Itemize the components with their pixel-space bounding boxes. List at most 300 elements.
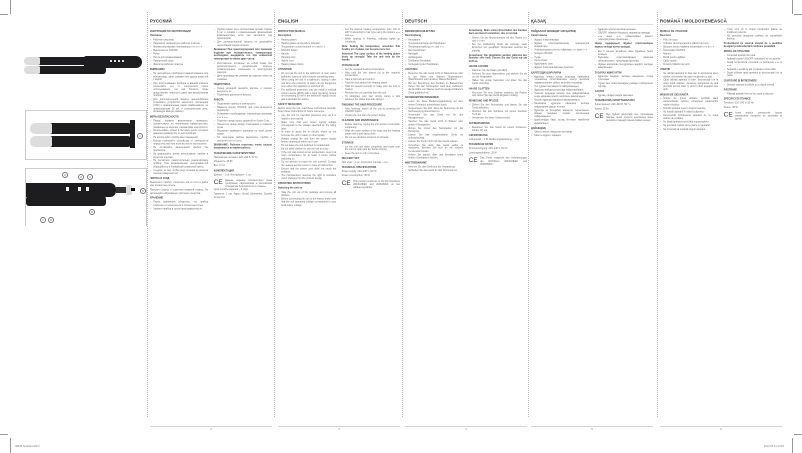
list-item: – Бұрымды пластиналардың арасына орналастырып, тұтқаларды қысыңыз. [595, 57, 653, 63]
list-item: – Перед первым включением проверьте, соответствуют ли технические характеристики, указанные на изделии, параметрам электросети. [150, 120, 208, 129]
list-item: – Twist the lock around the heating plates. [342, 82, 400, 85]
list-item: – Bei der Aufheizung blinkt die Anzeige; nach Erreichen der gewählten Temperatur leuchtet sie ständig. [469, 43, 527, 52]
list-item: – Kämmen Sie die Haare gründlich. [469, 69, 527, 72]
list-item: – Heating plates clamp [278, 63, 336, 66]
list-item: – Remove the unit carefully from the curl. [342, 92, 400, 95]
section-heading: ACHTUNG! [405, 68, 418, 71]
ce-mark-icon: CE [594, 112, 604, 120]
list-item: – Бұралмалы сым [531, 63, 589, 66]
list-item: – Indicator de temperatură a plăcilor de lucru [660, 42, 718, 45]
list-item: – Keep the unit in a dry cool place. [342, 152, 400, 155]
list-item: – Рабочие пластины [150, 39, 208, 42]
list-item: – Use the unit for intended purposes only, as it is stated in this manual. [278, 115, 336, 121]
list-item: – Ensure that the power cord does not touch hot surfaces. [278, 168, 336, 174]
list-item: – Întrerupător ON/OFF [660, 49, 718, 52]
list-item: – Lesen Sie diese Bedienungsanleitung vor dem ersten Gebrauch aufmerksam durch. [405, 101, 463, 107]
list-item: – Drehbares Netzkabel [405, 60, 463, 63]
section-heading: ПАЙДАЛАНУ ЖӨНІНДЕГІ НҰСҚАУЛЫҚ [531, 30, 576, 33]
list-item: – Bei der Benutzung des Gerätes im Badezimmer ziehen Sie den Netzstecker nach dem Gebrauch, da die Nähe von Wasser auch bei ausgeschaltetem Gerät gefährlich ist. [405, 82, 463, 94]
language-section [278, 19, 400, 437]
warning-text: Сипаттамасы [531, 34, 548, 37]
list-item: – Ștergeți carcasa și plăcile cu o cârpă umedă. [724, 84, 782, 87]
ce-conformity [724, 112, 782, 121]
list-item: – Setați temperatura necesară cu butoanele «+» și «–». [724, 61, 782, 67]
list-item: – Bewahren Sie das Gerät an einem trockenen, kühlen Ort auf. [469, 126, 527, 132]
text-columns [660, 28, 782, 418]
section-heading: REINIGUNG UND PFLEGE [468, 99, 499, 103]
list-item: – Жұмыс аяқталған соң құралды сөндіріп, желіден ажыратыңыз. [595, 63, 653, 69]
language-section [531, 19, 653, 437]
crop-mark [0, 14, 8, 15]
list-item: – Wischen Sie das Gehäuse mit einem feuchten Tuch ab. [469, 110, 527, 116]
text-column [531, 28, 589, 418]
section-heading: DELIVERY SET [341, 157, 360, 160]
list-item: – Wipe the outer surface of the body and the heating plates with a soft damp cloth. [342, 130, 400, 136]
list-item: – Тұтқа [531, 56, 589, 59]
list-item: – Always unplug the unit from the power supply before cleaning or when not in use. [278, 138, 336, 144]
list-item: – Не разрешайте детям использовать прибор в качестве игрушки. [150, 153, 208, 159]
list-item: – Schließen Sie das Gerät an das Stromnetz an. [405, 169, 463, 172]
section-heading: ТЕХНИКАЛЫҚ СИПАТТАМАЛАРЫ [594, 99, 635, 102]
text-column [724, 28, 782, 418]
text-column [405, 28, 463, 418]
page-number: 6 [720, 428, 722, 431]
warning-text: Anmerkung: Die Heizplatten werden während des Betriebs sehr heiß. Fassen Sie das Gerät nur am Griff an. [468, 54, 527, 63]
language-section [660, 19, 782, 437]
callout-number: 8 [48, 217, 54, 223]
callout-number: 5 [140, 188, 146, 194]
text-column [278, 28, 336, 418]
list-item: – ON/OFF button [278, 49, 336, 52]
list-item: – Ein-/Ausschalter [405, 49, 463, 52]
section-heading: STORAGE [341, 141, 354, 145]
section-heading: КОМПЛЕКТАЦИЯ [213, 169, 234, 173]
list-item: – Nu utilizați aparatul în baie sau în apropierea apei, căzilor, chiuvetelor sau altor recipiente cu apă. [660, 73, 718, 79]
warning-text: Внимание! При транспортировке или хранении изделия при отрицательных температурах необходимо выдержать его при комнатной температуре не менее двух часов. [213, 48, 272, 61]
list-item: – Hold for several seconds to make sure the lock is heated. [342, 85, 400, 91]
text-column [150, 28, 208, 418]
list-item: – Жұмыс пластиналары [531, 39, 589, 42]
section-title: ROMÂNĂ / MOLDOVENEASCĂ [660, 19, 782, 25]
list-item: – Do not allow children to use the unit as a toy. [278, 148, 336, 151]
list-item: – Plăci de lucru [660, 39, 718, 42]
warning-text: Anmerkung: Beim ersten Einschalten des Gerätes kann ein Geruch entstehen, das ist normal. [468, 29, 527, 35]
list-item: – Fixatorul plăcilor de lucru [660, 63, 718, 66]
list-item: – Не пытайтесь самостоятельно ремонтировать прибор. При возникновении неисправностей обращайтесь в ближайший сервисный центр. [150, 160, 208, 169]
section-heading: PĂSTRARE [723, 88, 738, 92]
section-heading: ИНСТРУКЦИЯ ПО ЭКСПЛУАТАЦИИ [150, 30, 191, 33]
section-heading: ТАЗАЛАУ ЖӘНЕ КҮТІМ [594, 71, 622, 75]
section-heading: SPECIFICAȚII TEHNICE [723, 97, 751, 101]
ce-text: Das Gerät entspricht den Anforderungen der Richtlinien 2004/108/EC und 2006/95/EC. [480, 157, 527, 166]
list-item: – Before connecting the unit to the mains, make sure that the unit operating voltage corresponds to your local mains voltage. [278, 198, 336, 207]
text-columns [405, 28, 527, 418]
list-item: – Halten Sie einige Sekunden und lösen Sie das Gerät vorsichtig. [469, 79, 527, 85]
list-item: – Прибор может быть использован детьми старше 8 лет и лицами с ограниченными физическими возможностями, если они находятся под присмотром. [214, 28, 272, 40]
list-item: – Қосулы құралды қараусыз қалдырмаңыз. [531, 99, 589, 102]
paragraph: Протрите корпус и пластины влажной тканью. Не используйте абразивные чистящие средства. [150, 188, 209, 195]
ce-conformity [342, 180, 400, 189]
paragraph: Мощность: 35 Вт [213, 160, 233, 163]
list-item: – Қоректендіру бауы ыстық беттерге тимейтінін қадағалаңыз. [531, 119, 589, 125]
list-item: – Verwenden Sie das Gerät nur für den Hausgebrauch. [405, 114, 463, 120]
list-item: – While heating is finishing, indicator lights up constantly. [342, 38, 400, 44]
list-item: – Тщательно расчешите волосы. [214, 94, 272, 97]
list-item: – Temperature control buttons «+» and «–» [278, 46, 336, 49]
list-item: – Шашты жуып, жақсылап кептіріңіз. [531, 131, 589, 134]
list-item: – Ені 5 см-ден аспайтын шаш бұрымын бөліп алыңыз. [595, 50, 653, 56]
list-item: – Подключите прибор к электросети. [214, 103, 272, 106]
section-heading: ХРАНЕНИЕ [150, 197, 164, 200]
text-column [595, 28, 653, 418]
print-slug-right: 2012.03.21 10:15 [763, 445, 784, 448]
section-title: ҚАЗАҚ [531, 19, 653, 25]
list-item: – Ziehen Sie immer den Netzstecker vor der Reinigung. [405, 127, 463, 133]
text-columns [150, 28, 272, 418]
section-heading: ЧИСТКА И УХОД [150, 177, 170, 180]
list-item: – Heating plates [278, 39, 336, 42]
text-column [660, 28, 718, 418]
list-item: – Құралды электр желісіне қосыңыз. [595, 28, 653, 31]
list-item: – Тек тұрмыстық мақсатта пайдаланыңыз. [531, 85, 589, 88]
list-item: – Heating plates temperature indicator [278, 42, 336, 45]
list-item: – Folosiți aparatul doar în scopuri casnice. [660, 107, 718, 110]
text-column [469, 28, 527, 418]
list-item: – Make sure that your power supply voltage corresponds to the voltage specified on the rating label. [278, 121, 336, 130]
section-heading: SICHERHEITSMASSNAHMEN [405, 96, 439, 100]
ce-conformity [214, 179, 272, 188]
list-item: – After finishing, switch off the unit by pressing the ON/OFF button. [342, 108, 400, 114]
list-item: – Ілетін ілмек [531, 60, 589, 63]
list-item: – Температураны реттеу түймелері «+» және «–» [531, 49, 589, 52]
section-heading: CURLING HAIR [341, 64, 360, 67]
section-heading: ПОДГОТОВКА [213, 83, 231, 86]
list-item: – Handgriff [405, 53, 463, 56]
list-item: – Құрғақ, салқын жерде сақтаңыз. [595, 94, 653, 97]
list-item: – Handle [278, 53, 336, 56]
list-item: – Tauchen Sie das Gerät nicht in Wasser oder andere Flüssigkeiten. [405, 121, 463, 127]
list-item: – Stellen Sie die Heiztemperatur mit den Tasten «+» und «–» ein. [469, 37, 527, 43]
list-item: – Петля для подвешивания [150, 56, 208, 59]
warning-text: Descriere [660, 34, 671, 37]
page-separator [657, 12, 658, 417]
list-item: – Всегда отключайте устройство от электросети перед очисткой или если вы его не используете. [150, 140, 208, 146]
list-item: – The manufacturer reserves the right to introduce minor changes into the product design. [278, 174, 336, 180]
section-heading: BEDIENUNGSANLEITUNG [405, 30, 436, 33]
list-item: – Не пользуйтесь прибором в ванной комнате или вблизи воды, ванн, раковин или других емкостей с водой. [150, 73, 208, 82]
list-item: – Балаларға құралды ойыншық ретінде пайдалануға рұқсат етпеңіз. [531, 103, 589, 109]
list-item: – Выключатель ON/OFF [150, 49, 208, 52]
list-item: – Klemmen Sie eine Strähne zwischen die Platten und ziehen Sie das Gerät langsam entlang. [469, 92, 527, 98]
section-heading: AUFBEWAHRUNG [468, 122, 490, 125]
warning-text: Beschreibung [405, 34, 422, 37]
page-separator [402, 12, 403, 417]
list-item: – Кнопки регулировки температуры «+» и «–» [150, 46, 208, 49]
ce-text: Acest produs corespunde tuturor standardelor europene de securitate și igienă. [735, 111, 782, 121]
section-heading: РАБОТА [213, 98, 224, 102]
list-item: – Nehmen Sie das Gerät aus der Verpackung. [405, 166, 463, 169]
product-figure-controls [25, 168, 147, 226]
list-item: – Mânere [660, 53, 718, 56]
list-item: – Поместите прядь между пластинами и сожмите ручки. [214, 123, 272, 129]
list-item: – Do not attempt to repair the unit yourself. Contact the nearest service center in case of malfunction. [278, 161, 336, 167]
page-number: 3 [338, 428, 340, 431]
warning-text: ВНИМАНИЕ: Рабочие пластины очень сильно нагреваются во время работы. [213, 143, 272, 150]
list-item: – Nu permiteți copiilor să se joace cu aparatul. [660, 124, 718, 127]
list-item: – По окончании работы выключите прибор и отключите его от сети. [214, 136, 272, 142]
list-item: – Tineți cont că în timpul funcționării plăcile se încălzesc puternic. [724, 28, 782, 34]
list-item: – Cablu rotativ [660, 60, 718, 63]
language-section [150, 19, 272, 437]
section-heading: ATTENTION [278, 68, 292, 71]
list-item: – Take a hair lock and comb it. [342, 78, 400, 81]
list-item: – Swivel cord [278, 60, 336, 63]
section-heading: ATENȚIE [660, 68, 671, 71]
list-item: – Ziehen Sie den Netzstecker und lassen Sie das Gerät abkühlen. [469, 104, 527, 110]
paragraph: Срок службы изделия – 3 года. [213, 188, 249, 192]
paragraph: Напряжение питания: 220–240 В, 50 Гц [213, 156, 258, 159]
ce-conformity [469, 157, 527, 166]
list-item: – Изготовитель оставляет за собой право без дополнительного уведомления вносить незначительные изменения в конструкцию изделия. [214, 62, 272, 74]
callout-number: 4 [87, 174, 93, 180]
list-item: – When using the unit in a bathroom, unplug it after use since the proximity of water can be dangerous even when the appliance is switched off. [278, 79, 336, 88]
list-item: – Поворотный шнур [150, 60, 208, 63]
print-slug-left: IM015 Scarlett.indd 2 [15, 445, 40, 448]
section-heading: SAFETY MEASURES [278, 103, 302, 106]
list-item: – Set the required heating temperature. [342, 68, 400, 71]
list-item: – Deconectați întotdeauna aparatul de la rețea înainte de curățare. [660, 114, 718, 120]
warning-text: Producătorul își rezervă dreptul de a modifica designul produsului fără notificare prealabilă. [723, 42, 782, 48]
section-heading: HAARE LOCKEN [468, 65, 489, 68]
list-item: – ON/OFF түймесін басыңыз, индикатор жанады. [595, 32, 653, 35]
list-item: – Тазалар алдында немесе оны пайдаланбаған кезде әрқашан электр желісінен ажыратыңыз. [531, 92, 589, 98]
list-item: – Before cleaning, unplug the unit and let it cool down completely. [342, 123, 400, 129]
page-number: 2 [210, 428, 212, 431]
warning-text: Назар аударыңыз! Жұмыс пластиналары жұмыс кезінде қатты қызады. [594, 42, 653, 49]
list-item: – Hanging loop [278, 56, 336, 59]
section-heading: MANUAL DE UTILIZARE [660, 30, 688, 33]
callout-number: 3 [78, 174, 84, 180]
section-heading: FINISHING THE HAIR PROCEDURE [341, 103, 382, 107]
paragraph: Қуаты: 35 Вт [594, 107, 609, 111]
list-item: – Құралды алғаш қосар алдында бұйымның техникалық сипаттамалары электр желісінің параметрлеріне сәйкес келетінін тексеріңіз. [531, 76, 589, 85]
list-item: – «+» және «–» түймелерімен қажетті температураны орнатыңыз. [595, 35, 653, 41]
list-item: – Медленно проведите щипцами по всей длине пряди. [214, 130, 272, 136]
section-heading: ТЕХНИЧЕСКИЕ ХАРАКТЕРИСТИКИ [213, 152, 255, 155]
list-item: – Lassen Sie Kinder nicht mit dem Gerät spielen. [405, 140, 463, 143]
list-item: – Apăsați butonul ON/OFF, indicatorul se va aprinde. [724, 58, 782, 61]
list-item: – Set the desired heating temperature from 140 to 220°C according to hair type using the buttons «+» and «–». [342, 28, 400, 37]
list-item: – Дата производства указана на изделии и/или на упаковке. [214, 75, 272, 81]
list-item: – Do not use the unit in the bathroom or near water, bathtubs, basins or other vessels containing water. [278, 73, 336, 79]
ce-text: Бұл бұйым қауіпсіздік пен гигиенаның барлық талап етілетін еуропалық және ресейлік стандарттарына сәйкес келеді. [606, 113, 653, 122]
section-heading: ҚАУІПСІЗДІК ШАРАЛАРЫ [531, 71, 562, 75]
list-item: – Жұмыс пластиналарының бекіткіші [531, 67, 589, 70]
list-item: – Vergewissern Sie sich, dass die Spannung mit der Netzspannung übereinstimmt. [405, 107, 463, 113]
section-heading: CURĂȚARE ȘI ÎNTREȚINERE [723, 79, 757, 83]
warning-text: Note: Setting the temperature, remember that healthy air of plates can become more hot. [341, 45, 400, 51]
list-item: – Нажмите кнопку ON/OFF, при этом включится индикатор. [214, 106, 272, 112]
paragraph: Putere: 35 W [723, 106, 738, 109]
list-item: – Wait until the unit warms up to the required temperature. [342, 72, 400, 78]
ce-text: Данное изделие соответствует всем требуемым европейским и российским стандартам безопасности и гигиены. [225, 179, 272, 188]
list-item: – Aufhängeöse [405, 56, 463, 59]
paragraph: Tensiune: 220–240 V, 50 Hz [723, 101, 754, 105]
section-heading: LIEFERUMFANG [468, 134, 488, 137]
paragraph: Leistungsaufnahme: 35 W [468, 151, 497, 154]
warning-text: Switching the unit on [278, 187, 303, 190]
callout-number: 1 [137, 133, 143, 139]
section-heading: INBETRIEBNAHME [405, 161, 427, 165]
section-heading: MODUL DE UTILIZARE [723, 50, 750, 53]
ce-mark-icon: CE [213, 178, 223, 186]
ce-text: This product conforms to the EC Directives 2004/108/EC and 2006/95/EC on low voltage regulation. [353, 180, 400, 189]
section-heading: MĂSURI DE SIGURANȚĂ [660, 93, 689, 97]
list-item: – Nehmen Sie eine Haarsträhne und wickeln Sie sie um die Heizplatten. [469, 73, 527, 79]
ce-mark-icon: CE [723, 111, 733, 119]
list-item: – Құралды жайдың сыртында пайдаланбаңыз. [531, 89, 589, 92]
product-figure-overview [22, 54, 147, 78]
paragraph: Гарантия: 1 год. Адрес: Китай, Шенчжень, Scarlett Group Ltd. [213, 192, 272, 199]
callout-number: 2 [62, 172, 68, 178]
ce-conformity [595, 113, 653, 122]
page-separator [274, 12, 275, 417]
list-item: – In order to avoid fire or electric shock do not immerse the unit in water or other liquids. [278, 131, 336, 137]
section-heading: ДАЙЫНДЫҚ [531, 127, 546, 130]
paragraph: Щипцы – 1 шт. Инструкция – 1 шт. [213, 173, 252, 177]
ce-mark-icon: CE [468, 156, 478, 164]
page-separator [147, 12, 148, 417]
language-section [405, 19, 527, 437]
section-heading: INSTRUCTION MANUAL [278, 30, 306, 33]
list-item: – Не используйте прибор вне помещений. [150, 136, 208, 139]
paragraph: Lockenstab – 1 St. Bedienungsanleitung – 1 St. [468, 138, 520, 141]
list-item: – Nu lăsați aparatul pornit fără supraveghere. [660, 121, 718, 124]
list-item: – Let the unit cool down completely and make sure the cord is clean and dry before storing. [342, 146, 400, 152]
section-heading: САҚТАУ [594, 90, 605, 93]
crop-mark [794, 14, 802, 15]
warning-text: Описание [150, 34, 162, 37]
section-title: РУССКИЙ [150, 19, 272, 25]
list-item: – Шашты мұқият тараңыз. [531, 135, 589, 138]
list-item: – Для дополнительной защиты не допускайте перегибания шнура питания. [214, 41, 272, 47]
paragraph: Before using the unit, read these instructions carefully. Keep these instructions for future reference. [278, 107, 337, 113]
list-item: – Verriegelung der Heizplatten [405, 63, 463, 66]
list-item: – Использовать только в бытовых целях согласно данному руководству по эксплуатации. [150, 130, 208, 136]
callout-number: 7 [40, 217, 46, 223]
page-number: 5 [591, 428, 593, 431]
warning-text: Attention! The outer surface of the heating plates heats up strongly! Take the unit only by the handle. [341, 52, 400, 62]
list-item: – Фиксатор рабочих пластин [150, 63, 208, 66]
page-number: 4 [465, 428, 467, 431]
list-item: – Temperaturregelung «+» und «–» [405, 46, 463, 49]
list-item: – Temperaturanzeige der Heizplatten [405, 42, 463, 45]
list-item: – Unplug the unit from the power supply. [342, 114, 400, 117]
crop-mark [10, 438, 11, 453]
list-item: – Achten Sie darauf, dass das Netzkabel keine heißen Oberflächen berührt. [405, 154, 463, 160]
paragraph: Выключите прибор, отключите его от сети и дайте ему полностью остыть. [150, 181, 209, 188]
text-columns [531, 28, 653, 418]
list-item: – Құралды өз бетіңізбен жөндеуге тырыспаңыз. Жақын маңдағы сервис орталығына хабарласыңыз. [531, 109, 589, 118]
list-item: – Lassen Sie das eingeschaltete Gerät nie unbeaufsichtigt. [405, 134, 463, 140]
list-item: – Nu folosiți aparatul în afara încăperilor. [660, 111, 718, 114]
list-item: – Când utilizați aparatul în baie, deconectați-l de la rețea după utilizare, deoarece apropierea de apă prezintă pericol chiar și atunci când aparatul este oprit. [660, 79, 718, 91]
list-item: – Verwenden Sie keine Scheuermittel. [469, 117, 527, 120]
crop-mark [10, 0, 11, 14]
list-item: – Nu încercați să reparați singuri aparatul. [660, 128, 718, 131]
list-item: – If the unit was stored at low temperature, keep it at room temperature for at least 2 hours before switching on. [278, 151, 336, 160]
list-item: – Құралды сөндіріп, желіден ажыратып, толық суытыңыз. [595, 76, 653, 82]
list-item: – For additional protection, you can install a residual current device (RCD) with a rated operating current not exceeding 30 mA in the bathroom supply circuit; ask a specialist for advice. [278, 89, 336, 101]
text-column [342, 28, 400, 418]
list-item: – Отделите прядь волос шириной не более 5 см. [214, 120, 272, 123]
page-separator [528, 12, 529, 417]
section-heading: ВНИМАНИЕ! [150, 68, 165, 71]
list-item: – Do not use abrasive cleaners or solvents. [342, 137, 400, 140]
list-item: – Индикатор температуры рабочих пластин [150, 42, 208, 45]
section-title: ENGLISH [278, 19, 400, 25]
section-heading: TECHNICAL SPECIFICATIONS [341, 166, 377, 169]
list-item: – Тұрқы мен пластиналарды дымқыл шүберекпен сүртіңіз. [595, 82, 653, 88]
section-heading: CLEANING AND MAINTENANCE [341, 119, 379, 122]
list-item: – Жұмыс пластиналарының температура индикаторы [531, 42, 589, 48]
list-item: – Следите за тем, чтобы шнур питания не касался горячих поверхностей. [150, 169, 208, 175]
list-item: – Versuchen Sie nicht, das Gerät selbst zu reparieren. Wenden Sie sich an die nächste Kundendienststelle. [405, 144, 463, 153]
list-item: – Ручки [150, 53, 208, 56]
paragraph: Вес: 0,3 кг [213, 164, 226, 168]
crop-mark [792, 0, 793, 14]
list-item: – Nu permiteți atingerea cablului de suprafețele fierbinți. [724, 35, 782, 41]
crop-mark [0, 434, 8, 435]
list-item: – Перед укладкой вымойте волосы и хорошо высушите их. [214, 87, 272, 93]
list-item: – Separați o șuviță de păr și plasați-o între plăci. [724, 68, 782, 71]
warning-text: Description [278, 34, 292, 37]
list-item: – Conectați aparatul la rețea. [724, 54, 782, 57]
list-item: – Не оставляйте включенный прибор без присмотра. [150, 146, 208, 152]
section-heading: OPERATING INSTRUCTIONS [278, 182, 311, 186]
list-item: – Take the unit out of the package and remove all stickers. [278, 191, 336, 197]
paragraph: Power consumption: 35 W [341, 174, 370, 178]
text-columns [278, 28, 400, 418]
list-item: – Қосқыш ON/OFF [531, 53, 589, 56]
section-heading: TECHNISCHE DATEN [468, 143, 494, 146]
crop-mark [792, 438, 793, 453]
callout-number: 6 [89, 209, 95, 215]
product-figure-plates [25, 110, 147, 160]
paragraph: Hair styler – 1 pc. Instruction manual – 1 pc. [341, 161, 389, 164]
section-title: DEUTSCH [405, 19, 527, 25]
list-item: – Для дополнительной защиты целесообразно установить устройство защитного отключения (УЗО) с номинальным током срабатывания, не превышающим 30 мА, в электрическую цепь, питающую ванную комнату. [150, 98, 208, 114]
list-item: – Butoane pentru reglarea temperaturii «+» și «–» [660, 46, 718, 49]
crop-mark [794, 434, 802, 435]
paragraph: Stromversorgung: 220–240 V, 50 Hz [468, 147, 508, 150]
list-item: – Înainte de prima utilizare verificați dacă caracteristicile tehnice corespund parametrilor rețelei electrice. [660, 98, 718, 107]
list-item: – Benutzen Sie das Gerät nicht im Badezimmer oder in der Nähe von Wasser, Badewannen, Waschbecken oder anderen Wasserbehältern. [405, 73, 463, 82]
list-item: – Păstrați aparatul într-un loc uscat și răcoros. [724, 93, 782, 96]
list-item: – Установите необходимую температуру кнопками «+» и «–». [214, 113, 272, 119]
section-heading: МЕРЫ БЕЗОПАСНОСТИ [150, 115, 179, 119]
paragraph: Power supply: 220–240 V, 50 Hz [341, 170, 377, 173]
section-heading: HAARE GLÄTTEN [468, 87, 490, 91]
list-item: – Do not leave the unit switched on unattended. [278, 144, 336, 147]
list-item: – Heizplatten [405, 39, 463, 42]
list-item: – Храните прибор в сухом прохладном месте. [150, 208, 208, 211]
list-item: – După utilizare opriți aparatul și deconectați-l de la rețea. [724, 72, 782, 78]
text-column [214, 28, 272, 418]
list-item: – To straighten your hair, simply clamp a lock between the plates and slide along it. [342, 95, 400, 101]
list-item: – Перед хранением убедитесь, что прибор отключен от электросети и полностью остыл. [150, 201, 208, 207]
ce-mark-icon: CE [341, 179, 351, 187]
